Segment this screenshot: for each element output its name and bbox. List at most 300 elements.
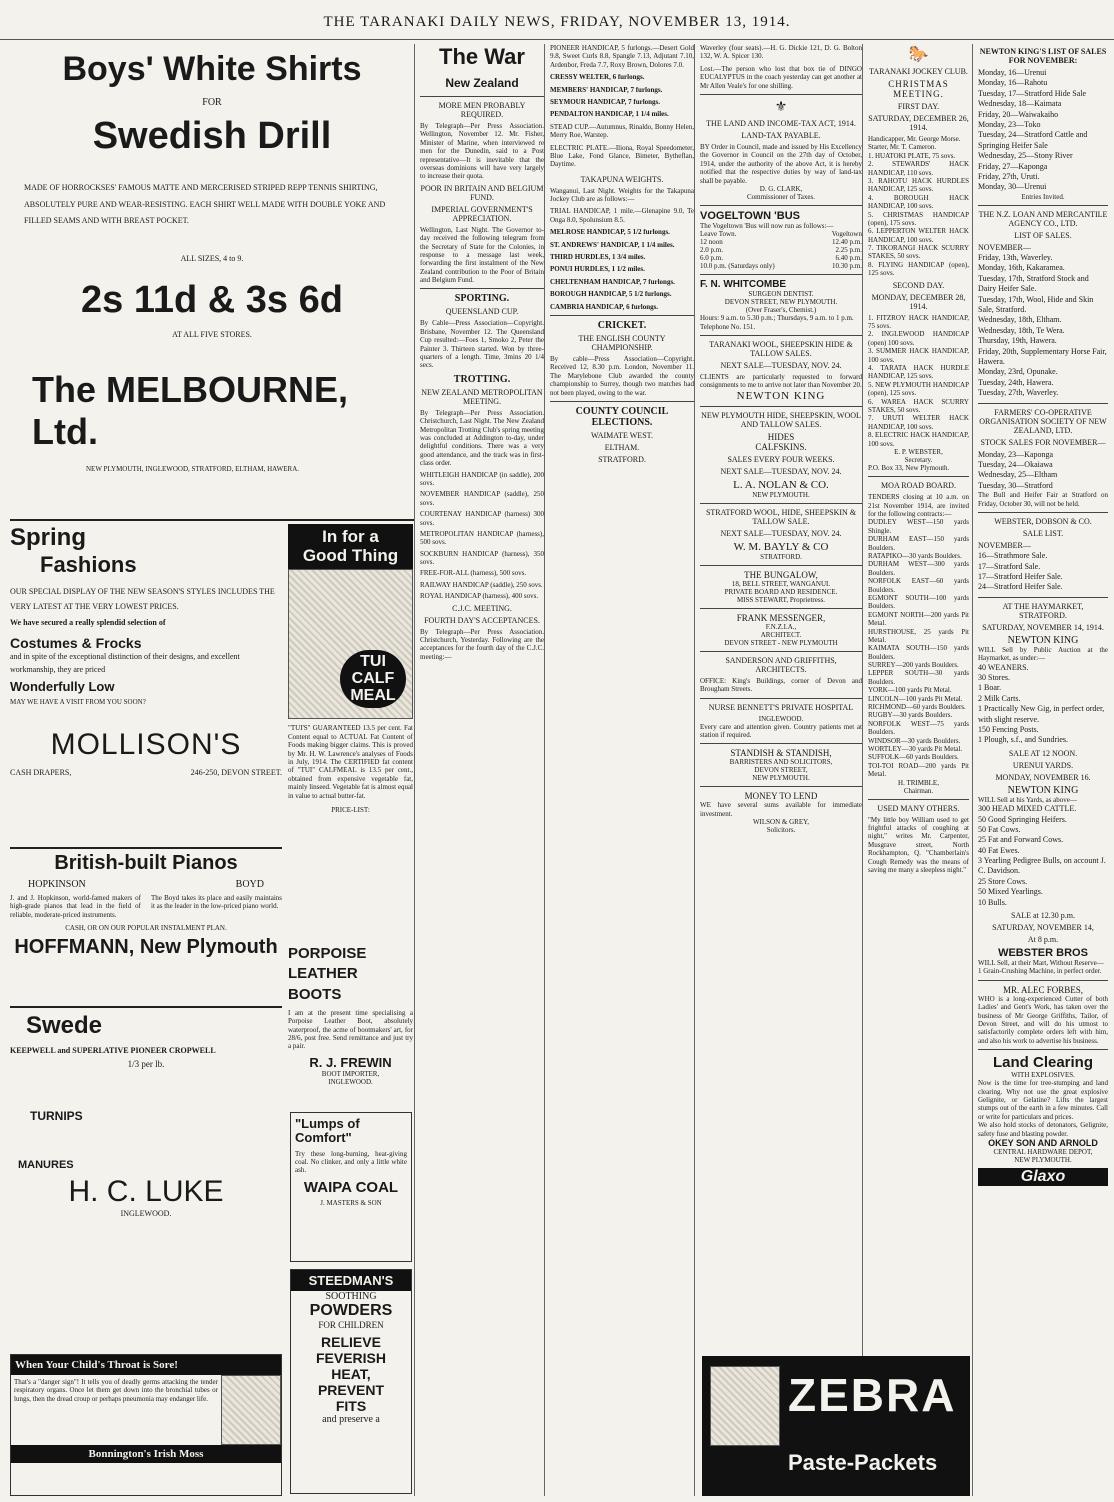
whitcombe-sub: SURGEON DENTIST.: [748, 290, 814, 299]
farmers-f2: Tuesday, 24—Okaiawa: [978, 459, 1053, 469]
crest-icon: ⚜: [774, 99, 788, 115]
glaxo-logo: Glaxo: [978, 1168, 1108, 1186]
nk-entries: Entries Invited.: [1021, 192, 1065, 201]
steedman-l7: PREVENT: [317, 1382, 385, 1398]
forbes-body: WHO is a long-experienced Cutter of both Ladies' and Gent's Work, has taken over the business of Mr George Griffiths, Tailor, of Devon Street, and will do his utmost to satisfactorily complete orders left with him, and also his work to advertise his business.: [978, 994, 1108, 1045]
landtax-title: THE LAND AND INCOME-TAX ACT, 1914.: [706, 118, 856, 128]
cricket-body: By cable—Press Association—Copyright. Received 12, 8.30 p.m. London, November 11. The Marylebone Club awarded the county championship to Surrey, though two matches had not been played, owing to the war.: [550, 354, 694, 397]
sockburn-handicap: SOCKBURN HANDICAP (harness), 350 sovs.: [420, 549, 544, 567]
spring-body: OUR SPECIAL DISPLAY OF THE NEW SEASON'S STYLES INCLUDES THE VERY LATEST AT THE VERY LOWEST PRICES.: [10, 587, 275, 612]
club-date2: MONDAY, DECEMBER 28, 1914.: [871, 292, 966, 311]
steedman-l1: SOOTHING: [325, 1291, 377, 1302]
war-subtitle: New Zealand: [445, 76, 519, 90]
moa-t12: YORK—100 yards Pit Metal.: [868, 686, 952, 695]
used-body: "My little boy William used to get frightful attacks of coughing at night," writes Mr. Carpenter, Musgrave street, North Rockhampton, Q. "Chamberlain's Cough Remedy was the means of saving me many a sleepless night.": [868, 815, 969, 874]
vogel-row3b: 6.40 p.m.: [835, 254, 862, 263]
column-war: [420, 44, 545, 1496]
zebra-illustration: [710, 1366, 780, 1446]
steedman-ad: [290, 1269, 412, 1494]
steedman-l9: and preserve a: [322, 1414, 380, 1425]
nk3-i5: 40 Fat Ewes.: [978, 845, 1020, 855]
swede-town: INGLEWOOD.: [120, 1209, 172, 1218]
nk-d4: Wednesday, 18—Kaimata: [978, 99, 1062, 109]
cheltenham-handicap: CHELTENHAM HANDICAP, 7 furlongs.: [550, 277, 675, 286]
sanderson-title: SANDERSON AND GRIFFITHS, ARCHITECTS.: [725, 655, 837, 674]
farmers-stock: STOCK SALES FOR NOVEMBER—: [980, 437, 1106, 447]
land-with: WITH EXPLOSIVES.: [1011, 1071, 1075, 1080]
steedman-l3: FOR CHILDREN: [318, 1320, 384, 1330]
nzl-e2: Monday, 16th, Kakaramea.: [978, 263, 1065, 273]
used-title: USED MANY OTHERS.: [877, 803, 960, 813]
hay-title: AT THE HAYMARKET, STRATFORD.: [1002, 601, 1084, 620]
wb-time: At 8 p.m.: [1027, 935, 1059, 945]
moa-t4: DURHAM WEST—300 yards Boulders.: [868, 560, 969, 577]
nzl-e7: Thursday, 19th, Hawera.: [978, 336, 1057, 346]
nk-d2: Monday, 16—Rahotu: [978, 78, 1048, 88]
nk-d10: Friday, 27th, Uruti.: [978, 171, 1040, 181]
cambria-handicap: CAMBRIA HANDICAP, 6 furlongs.: [550, 302, 659, 311]
bottle-illustration: [221, 1375, 281, 1445]
landtax-body: BY Order in Council, made and issued by His Excellency the Governor in Council on the 27th day of October, 1914, under the authority of the above Act, it is hereby notified that the respective duties by way of land-tax shall be payable.: [700, 142, 862, 185]
spring-low: Wonderfully Low: [10, 678, 115, 694]
vogel-row2b: 2.25 p.m.: [835, 246, 862, 255]
wd-g0: NOVEMBER—: [978, 540, 1031, 550]
moa-t11: LEPPER SOUTH—30 yards Boulders.: [868, 669, 969, 686]
bungalow-addr: 18, BELL STREET, WANGANUI.: [731, 579, 831, 588]
urenui-date: MONDAY, NOVEMBER 16.: [995, 772, 1091, 782]
pianos-terms: CASH, OR ON OUR POPULAR INSTALMENT PLAN.: [65, 924, 227, 933]
vogel-row2a: 2.0 p.m.: [700, 246, 723, 255]
okey-depot: CENTRAL HARDWARE DEPOT,: [993, 1147, 1093, 1156]
nk-d3: Tuesday, 17—Stratford Hide Sale: [978, 88, 1087, 98]
strat-title: STRATFORD WOOL, HIDE, SHEEPSKIN & TALLOW SALE.: [705, 507, 857, 526]
pianos-shop: HOFFMANN, New Plymouth: [14, 936, 278, 959]
war-title: The War: [439, 44, 525, 69]
porpoise-title-3: BOOTS: [288, 985, 342, 1003]
nk-d8: Wednesday, 25—Stony River: [978, 151, 1073, 161]
moa-t20: TOI-TOI ROAD—200 yards Pit Metal.: [868, 761, 969, 779]
club-r6: 6. LEPPERTON WELTER HACK HANDICAP, 100 sovs.: [868, 227, 969, 244]
bonnington-title: When Your Child's Throat is Sore!: [11, 1355, 281, 1375]
club-handi: Handicapper, Mr. George Morse.: [868, 135, 961, 143]
steedman-l5: FEVERISH: [315, 1350, 386, 1366]
shirts-price: 2s 11d & 3s 6d: [81, 279, 343, 322]
vogel-col: Vogeltown: [831, 230, 862, 239]
porpoise-shop: R. J. FREWIN: [309, 1054, 392, 1070]
tui-brand-1: TUI: [360, 652, 386, 670]
moa-t18: WORTLEY—30 yards Pit Metal.: [868, 745, 963, 753]
standish-town: NEW PLYMOUTH.: [752, 774, 810, 783]
okey-town: NEW PLYMOUTH.: [1014, 1155, 1072, 1164]
wb-title: WEBSTER BROS: [998, 947, 1088, 960]
nurse-body: Every care and attention given. Country patients met at station if required.: [700, 722, 862, 740]
third-hurdles: THIRD HURDLES, 1 3/4 miles.: [550, 253, 646, 262]
club-s5: 5. NEW PLYMOUTH HANDICAP (open), 125 sovs.: [868, 380, 969, 398]
moa-t6: EGMONT SOUTH—100 yards Boulders.: [868, 593, 969, 611]
pioneer-handicap: PIONEER HANDICAP, 5 furlongs.—Desert Gold 9.8, Sweet Curls 8.8, Spangle 7.13, Adjutant 7.10, Ardenbor, Freda 7.7, Roxy Brown, Dolores 7.0.: [550, 44, 694, 69]
swede-manures: MANURES: [18, 1159, 74, 1171]
whitcombe-title: F. N. WHITCOMBE: [700, 279, 787, 291]
eltham-heading: ELTHAM.: [604, 442, 640, 452]
waverley-result: Waverley (four seats).—H. G. Dickie 121, D. G. Bolton 132, W. A. Spicer 130.: [700, 44, 862, 61]
nk3-i1: 300 HEAD MIXED CATTLE.: [978, 804, 1077, 814]
moa-title: MOA ROAD BOARD.: [881, 481, 956, 491]
club-starter: Starter, Mr. T. Cameron.: [868, 143, 937, 152]
shirts-sizes: ALL SIZES, 4 to 9.: [180, 254, 244, 264]
nzl-title: THE N.Z. LOAN AND MERCANTILE AGENCY CO., LTD.: [978, 209, 1108, 228]
nk-d7: Tuesday, 24—Stratford Cattle and Springing Heifer Sale: [978, 130, 1088, 150]
standish-title: STANDISH & STANDISH,: [730, 748, 832, 759]
porpoise-title-1: PORPOISE: [288, 945, 367, 962]
waipa-title: [295, 1117, 407, 1146]
farmers-f1: Monday, 23—Kaponga: [978, 449, 1054, 459]
nzl-e0: NOVEMBER—: [978, 242, 1031, 252]
club-meet: CHRISTMAS MEETING.: [888, 79, 949, 99]
qcup-heading: QUEENSLAND CUP.: [445, 307, 519, 317]
moa-tenders: TENDERS closing at 10 a.m. on 21st November 1914, are invited for the following contracts:—: [868, 493, 969, 519]
farmers-f4: Tuesday, 30—Stratford: [978, 480, 1053, 490]
whitcombe-tel: Telephone No. 151.: [700, 322, 756, 331]
swede-ad: [10, 1012, 282, 1352]
club-day: FIRST DAY.: [897, 102, 940, 111]
club-r2: 2. STEWARDS' HACK HANDICAP, 110 sovs.: [868, 160, 969, 177]
wool-body: CLIENTS are particularly requested to forward consignments to me to arrive not later than November 20.: [700, 373, 862, 390]
nk-title: NEWTON KING: [736, 389, 826, 402]
spring-shop: MOLLISON'S: [50, 727, 242, 761]
fourth-heading: FOURTH DAY'S ACCEPTANCES.: [424, 615, 540, 625]
wb-body: WILL Sell, at their Mart, Without Reserve—: [978, 959, 1104, 968]
members-handicap: MEMBERS' HANDICAP, 7 furlongs.: [550, 85, 663, 94]
calfskins: CALFSKINS.: [755, 441, 807, 452]
bungalow-desc: PRIVATE BOARD AND RESIDENCE.: [724, 587, 838, 596]
bonnington-brand: Bonnington's Irish Moss: [11, 1445, 281, 1463]
porpoise-body: I am at the present time specialising a Porpoise Leather Boot, absolutely waterproof, the acme of bootmakers' art, for 28/6, post free. Send remittance and just try a pair.: [288, 1008, 413, 1051]
club-s2: 2. INGLEWOOD HANDICAP (open) 100 sovs.: [868, 330, 969, 347]
nk2-body: WILL Sell by Public Auction at the Haymarket, as under:—: [978, 645, 1108, 663]
column-ads-left: [10, 44, 415, 1496]
nk2-h5: 1 Practically New Gig, in perfect order, with slight reserve.: [978, 704, 1105, 724]
stratford-heading: STRATFORD.: [598, 454, 646, 464]
vogel-row1b: 12.40 p.m.: [832, 238, 862, 247]
whitcombe-addr: DEVON STREET, NEW PLYMOUTH.: [724, 298, 838, 307]
farmers-bull: The Bull and Heifer Fair at Stratford on Friday, October 30, will not be held.: [978, 491, 1108, 508]
spring-addr: 246-250, DEVON STREET.: [190, 767, 282, 777]
club-s3: 3. SUMMER HACK HANDICAP, 100 sovs.: [868, 347, 969, 364]
nk-list-title: NEWTON KING'S LIST OF SALES FOR NOVEMBER:: [979, 47, 1107, 65]
hides: HIDES: [767, 431, 795, 442]
moa-t13: LINCOLN—100 yards Pit Metal.: [868, 694, 963, 703]
spring-costumes: Costumes & Frocks: [10, 635, 142, 652]
club-r5: 5. CHRISTMAS HANDICAP (open), 175 sovs.: [868, 210, 969, 227]
tui-body: "TUI'S" GUARANTEED 13.5 per cent. Fat Content equal to ACTUAL Fat Content of Foods making bigger claims. This is proved by Mr. H. W. Lawrence's analyses of Foods in July, 1914. The CERTIFIED fat content of "TUI" CALFMEAL is 13.5 per cent., obtained from expensive vegetable fat, mainly linseed. Vegetable fat is almost equal in value to actual butter-fat.: [288, 724, 413, 800]
moa-t3: RATAPIKO—30 yards Boulders.: [868, 552, 962, 561]
swede-turnips: TURNIPS: [30, 1109, 83, 1123]
bonnington-ad: [10, 1354, 282, 1496]
moa-t5: NORFOLK EAST—60 yards Boulders.: [868, 577, 969, 594]
tui-banner: [288, 524, 413, 569]
land-body-2: We also hold stocks of detonators, Gelignite, safety fuse and blasting powder.: [978, 1121, 1108, 1138]
borough-handicap: BOROUGH HANDICAP, 5 1/2 furlongs.: [550, 290, 672, 299]
tui-brand-3: MEAL: [350, 686, 396, 704]
war-p1: By Telegraph—Per Press Association. Wellington, November 12. Mr. Fisher, Minister of Marine, when interviewed re men for the Dunedin, said to a Post representative—It is inevitable that the overseas dominions will have very largely to increase their quota.: [420, 122, 544, 181]
pianos-ad: [10, 852, 282, 1002]
nk3-time: SALE at 12.30 p.m.: [1011, 911, 1075, 921]
council-heading: COUNTY COUNCIL ELECTIONS.: [575, 405, 669, 428]
tui-banner-1: In for a: [322, 527, 379, 546]
nk2-h1: 40 WEANERS.: [978, 662, 1029, 672]
swede-shop: H. C. LUKE: [68, 1175, 224, 1208]
nolan-town: NEW PLYMOUTH.: [752, 490, 810, 499]
vogel-row1a: 12 noon: [700, 238, 723, 247]
wd-sale: SALE LIST.: [1022, 528, 1064, 538]
pianos-body: J. and J. Hopkinson, world-famed makers of high-grade pianos that lead in the field of reliable, moderate-priced instruments.: [10, 894, 141, 919]
nk3-i3: 50 Fat Cows.: [978, 824, 1021, 834]
lost-notice: Lost.—The person who lost that box tie of DINGO EUCALYPTUS in the coach yesterday can get another at Mr Allen Veale's for one shilling.: [700, 64, 862, 90]
moa-trimble: H. TRIMBLE,: [898, 778, 939, 787]
nk2-h6: 150 Fencing Posts.: [978, 724, 1039, 734]
zebra-ad: [702, 1356, 970, 1496]
land-title: Land Clearing: [992, 1054, 1093, 1072]
club-date: SATURDAY, DECEMBER 26, 1914.: [868, 114, 969, 132]
shirts-towns: NEW PLYMOUTH, INGLEWOOD, STRATFORD, ELTHAM, HAWERA.: [86, 465, 300, 474]
landtax-subtitle: LAND-TAX PAYABLE.: [741, 130, 821, 140]
waipa-ad: [290, 1112, 412, 1262]
war-h1: MORE MEN PROBABLY REQUIRED.: [438, 101, 526, 119]
porpoise-title-2: LEATHER: [288, 965, 358, 983]
wd-g3: 17—Stratford Heifer Sale.: [978, 572, 1063, 582]
whitcombe-over: (Over Fraser's, Chemist.): [745, 306, 817, 315]
moa-t19: SUFFOLK—60 yards Boulders.: [868, 753, 959, 762]
wd-g2: 17—Stratford Sale.: [978, 561, 1041, 571]
nk3-i2: 50 Good Springing Heifers.: [978, 814, 1067, 824]
shirts-for: FOR: [202, 97, 222, 109]
tui-pricelist: PRICE-LIST:: [331, 805, 370, 814]
farmers-f3: Wednesday, 25—Eltham: [978, 470, 1058, 480]
war-h3: IMPERIAL GOVERNMENT'S APPRECIATION.: [431, 204, 533, 223]
land-body: Now is the time for tree-stumping and land clearing. Why not use the great explosive Gelignite, or Gelatine? Lifts the largest stumps out of the earth in a few minutes. Call or write for particulars and prices.: [978, 1079, 1108, 1121]
vogel-row4a: 10.0 p.m. (Saturdays only): [700, 262, 775, 271]
moa-t14: RICHMOND—60 yards Boulders.: [868, 703, 966, 712]
moa-t17: WINDSOR—30 yards Boulders.: [868, 736, 961, 745]
railway-handicap: RAILWAY HANDICAP (saddle), 250 sovs.: [420, 580, 543, 589]
moa-t16: NORFOLK WEST—75 yards Boulders.: [868, 719, 969, 737]
nzl-e10: Tuesday, 24th, Hawera.: [978, 377, 1054, 387]
shirts-title-2: Swedish Drill: [92, 115, 332, 158]
money-firm: WILSON & GREY,: [752, 818, 810, 827]
strat-next: NEXT SALE—TUESDAY, NOV. 24.: [720, 528, 842, 538]
column-classifieds: [700, 44, 863, 1496]
money-title: MONEY TO LEND: [744, 791, 818, 802]
farmers-title: FARMERS' CO-OPERATIVE ORGANISATION SOCIETY OF NEW ZEALAND, LTD.: [979, 407, 1107, 435]
landtax-role: Commissioner of Taxes.: [746, 192, 815, 201]
bonnington-body: That's a "danger sign"! It tells you of deadly germs attacking the tender respiratory organs. Once let them get down into the bronchial tubes or lungs, then the dread croup or perhaps pneumonia may endanger life.: [14, 1378, 218, 1403]
vogel-town: Leave Town.: [700, 230, 737, 239]
nk3-i6: 3 Yearling Pedigree Bulls, on account J. C. Davidson.: [978, 856, 1106, 876]
nzl-e5: Wednesday, 18th, Eltham.: [978, 315, 1062, 325]
nk-sub: NEW PLYMOUTH HIDE, SHEEPSKIN, WOOL AND TALLOW SALES.: [701, 410, 861, 429]
nk3-i7: 25 Store Cows.: [978, 876, 1028, 886]
nk3-body: WILL Sell at his Yards, as above—: [978, 795, 1077, 804]
stead-cup: STEAD CUP.—Autumnus, Rinaldo, Bonny Helen, Merry Roe, Warstep.: [550, 122, 694, 140]
club-s8: 8. ELECTRIC HACK HANDICAP, 100 sovs.: [868, 431, 969, 448]
club-s1: 1. FITZROY HACK HANDICAP, 75 sovs.: [868, 313, 969, 331]
free-for-all: FREE-FOR-ALL (harness), 500 sovs.: [420, 569, 527, 578]
spring-line2: We have secured a really splendid selection of: [10, 618, 166, 628]
pianos-title: British-built Pianos: [54, 852, 238, 874]
qcup-body: By Cable—Press Association—Copyright. Brisbane, November 12. The Queensland Cup resulted:—Foes 1, Smoko 2, Peter the Painter 3. Thirteen started. Won by three-quarters of a length. Time, 3mins 20 1/4 secs.: [420, 319, 544, 370]
bayly-title: W. M. BAYLY & CO: [733, 540, 829, 553]
spring-visit: MAY WE HAVE A VISIT FROM YOU SOON?: [10, 697, 146, 706]
cressy-welter: CRESSY WELTER, 6 furlongs.: [550, 73, 645, 82]
weekly: SALES EVERY FOUR WEEKS.: [727, 454, 835, 464]
porpoise-town: INGLEWOOD.: [328, 1077, 373, 1086]
waipa-agent: J. MASTERS & SON: [320, 1198, 382, 1207]
nzl-e1: Friday, 13th, Waverley.: [978, 253, 1053, 263]
spring-cash: CASH DRAPERS,: [10, 767, 72, 777]
electric-plate: ELECTRIC PLATE.—Iliona, Royal Speedometer, Blue Lake, Fond Glance, Bimeter, Bytheflan, Daytime.: [550, 143, 694, 169]
club-r4: 4. BOROUGH HACK HANDICAP, 100 sovs.: [868, 193, 969, 211]
wool-next: NEXT SALE—TUESDAY, NOV. 24.: [720, 361, 842, 371]
pianos-maker-2: BOYD: [235, 879, 264, 890]
zebra-sub: Paste-Packets: [788, 1450, 938, 1475]
nk-d6: Monday, 23—Toko: [978, 119, 1041, 129]
vogel-row3a: 6.0 p.m.: [700, 254, 723, 263]
wd-g1: 16—Strathmore Sale.: [978, 551, 1048, 561]
cjc-heading: C.J.C. MEETING.: [452, 603, 512, 613]
urenui-title: URENUI YARDS.: [1012, 760, 1074, 770]
seymour-handicap: SEYMOUR HANDICAP, 7 furlongs.: [550, 97, 661, 106]
money-role: Solicitors.: [766, 826, 796, 835]
tui-banner-2: Good Thing: [302, 545, 399, 565]
vogel-title: VOGELTOWN 'BUS: [700, 209, 800, 222]
club-webster: E. P. WEBSTER,: [894, 447, 943, 456]
wb-item: 1 Grain-Crushing Machine, in perfect order.: [978, 967, 1102, 976]
shirts-stores: AT ALL FIVE STORES.: [172, 330, 252, 340]
bungalow-title: THE BUNGALOW,: [744, 569, 818, 580]
nk2-title: NEWTON KING: [1007, 634, 1079, 646]
waipa-title-1: "Lumps of: [295, 1116, 360, 1131]
club-r7: 7. TIKORANGI HACK SCURRY STAKES, 50 sovs.: [868, 244, 969, 261]
trial-handicap: TRIAL HANDICAP, 1 mile.—Glenapine 9.0, Te Onga 8.0, Spolunsium 8.5.: [550, 207, 694, 224]
spring-title: Spring: [10, 524, 86, 551]
shirts-ad: [10, 44, 414, 506]
nk3-i9: 10 Bulls.: [978, 897, 1007, 907]
nzmeet-heading: NEW ZEALAND METROPOLITAN MEETING.: [421, 387, 543, 406]
cricket-heading: CRICKET.: [597, 319, 647, 331]
standish-role: BARRISTERS AND SOLICITORS,: [729, 758, 833, 767]
bungalow-prop: MISS STEWART, Proprietress.: [736, 595, 826, 604]
club-title: TARANAKI JOCKEY CLUB.: [869, 67, 968, 76]
swede-line2: 1/3 per lb.: [127, 1059, 165, 1069]
nzl-e4: Tuesday, 17th, Wool, Hide and Skin Sale, Stratford.: [978, 294, 1094, 315]
nk2-h4: 2 Milk Carts.: [978, 693, 1021, 703]
messenger-addr: DEVON STREET - NEW PLYMOUTH: [724, 638, 838, 647]
messenger-cred: F.N.Z.I.A.,: [765, 622, 797, 631]
melrose-handicap: MELROSE HANDICAP, 5 1/2 furlongs.: [550, 228, 670, 237]
ponui-hurdles: PONUI HURDLES, 1 1/2 miles.: [550, 265, 645, 274]
spring-ad: [10, 524, 282, 844]
nk3-i4: 25 Fat and Forward Cows.: [978, 835, 1064, 845]
steedman-l8: FITS: [335, 1398, 367, 1414]
steedman-l6: HEAT,: [331, 1366, 371, 1382]
column-racing: [550, 44, 695, 1496]
moa-t7: EGMONT NORTH—200 yards Pit Metal.: [868, 610, 969, 628]
nk3-i8: 50 Mixed Yearlings.: [978, 887, 1043, 897]
club-r1: 1. HUATOKI PLATE, 75 sovs.: [868, 151, 956, 160]
club-s4: 4. TARATA HACK HURDLE HANDICAP, 125 sovs.: [868, 363, 969, 381]
waipa-body: Try these long-burning, heat-giving coal. No clinker, and only a little white ash.: [295, 1149, 407, 1175]
messenger-role: ARCHITECT.: [760, 630, 802, 639]
forbes-title: MR. ALEC FORBES,: [1002, 984, 1084, 995]
shirts-title: Boys' White Shirts: [62, 50, 362, 88]
vogel-row4b: 10.30 p.m.: [832, 262, 862, 271]
wd-title: WEBSTER, DOBSON & CO.: [994, 516, 1092, 526]
steedman-l2: POWDERS: [309, 1302, 393, 1319]
nk-d1: Monday, 16—Urenui: [978, 68, 1047, 77]
moa-t9: KAIMATA SOUTH—150 yards Boulders.: [868, 644, 969, 661]
wool-title: TARANAKI WOOL, SHEEPSKIN HIDE & TALLOW SALES.: [709, 340, 853, 359]
nk2-h7: 1 Plough, s.f., and Sundries.: [978, 735, 1068, 745]
nzl-e8: Friday, 20th, Supplementary Horse Fair, Hawera.: [978, 346, 1107, 366]
landtax-sig: D. G. CLARK,: [759, 184, 803, 193]
tui-brand: [340, 650, 406, 708]
war-h2: POOR IN BRITAIN AND BELGIUM FUND.: [420, 183, 544, 202]
nk2-noon: SALE AT 12 NOON.: [1008, 748, 1078, 758]
sporting-heading: SPORTING.: [454, 293, 510, 305]
moa-t2: DURHAM EAST—150 yards Boulders.: [868, 535, 969, 552]
moa-t10: SURREY—200 yards Boulders.: [868, 661, 959, 670]
fourth-body: By Telegraph—Per Press Association. Christchurch, Yesterday. Following are the acceptances for the fourth day of the C.J.C. meeting:—: [420, 627, 544, 661]
nzmeet-body: By Telegraph—Per Press Association. Christchurch, Last Night. The New Zealand Metropolitan Trotting Club's spring meeting was concluded at Addington to-day, under delightful conditions. There was a very good attendance, and the track was in first-class order.: [420, 408, 544, 468]
club-s7: 7. URUTI WELTER HACK HANDICAP, 100 sovs.: [868, 414, 969, 431]
porpoise-ad: [288, 944, 413, 1104]
club-s6: 6. WAREA HACK SCURRY STAKES, 50 sovs.: [868, 397, 969, 414]
bayly-town: STRATFORD.: [760, 552, 802, 561]
nk2-h3: 1 Boar.: [978, 683, 1002, 693]
zebra-brand: ZEBRA: [788, 1369, 957, 1421]
wd-g4: 24—Stratford Heifer Sale.: [978, 582, 1063, 592]
takapuna-body: Wanganui, Last Night. Weights for the Takapuna Jockey Club are as follows:—: [550, 186, 694, 204]
november-handicap: NOVEMBER HANDICAP (saddle), 250 sovs.: [420, 490, 544, 507]
porpoise-title: [288, 944, 413, 1005]
nzl-e11: Tuesday, 27th, Waverley.: [978, 388, 1059, 398]
sanderson-office: OFFICE: King's Buildings, corner of Devon and Brougham Streets.: [700, 676, 862, 694]
whitcombe-hours: Hours: 9 a.m. to 5.30 p.m.; Thursdays, 9 a.m. to 1 p.m.: [700, 314, 854, 323]
money-body: WE have several sums available for immediate investment.: [700, 801, 862, 818]
standrews-handicap: ST. ANDREWS' HANDICAP, 1 1/4 miles.: [550, 240, 675, 249]
shirts-shop: The MELBOURNE, Ltd.: [32, 369, 349, 453]
pianos-body-2: The Boyd takes its place and easily maintains it as the leader in the low-priced piano world.: [151, 894, 282, 911]
club-po: P.O. Box 33, New Plymouth.: [868, 463, 950, 472]
takapuna-heading: TAKAPUNA WEIGHTS.: [580, 174, 664, 184]
nk-d5: Friday, 20—Waiwakaiho: [978, 109, 1059, 119]
okey-title: OKEY SON AND ARNOLD: [988, 1137, 1098, 1148]
messenger-title: FRANK MESSENGER,: [736, 612, 826, 623]
nzl-e9: Monday, 23rd, Opunake.: [978, 367, 1058, 377]
metro-handicap: METROPOLITAN HANDICAP (harness), 500 sovs.: [420, 529, 544, 547]
calf-illustration: [288, 569, 413, 719]
whitleigh: WHITLEIGH HANDICAP (in saddle), 200 sovs.: [420, 470, 544, 487]
steedman-l4: RELIEVE: [321, 1334, 381, 1350]
hay-date: SATURDAY, NOVEMBER 14, 1914.: [982, 622, 1104, 632]
vogel-body: The Vogeltown 'Bus will now run as follows:—: [700, 221, 834, 230]
nzl-e6: Wednesday, 18th, Te Wera.: [978, 325, 1065, 335]
spring-body-2: and in spite of the exceptional distinction of their designs, and excellent workmanship, they are priced: [10, 652, 240, 675]
nk-d11: Monday, 30—Urenui: [978, 182, 1047, 192]
club-r3: 3. RAHOTU HACK HURDLES HANDICAP, 125 sovs.: [868, 176, 969, 194]
nk-d9: Friday, 27—Kaponga: [978, 161, 1048, 171]
nzl-list: LIST OF SALES.: [1014, 230, 1072, 240]
